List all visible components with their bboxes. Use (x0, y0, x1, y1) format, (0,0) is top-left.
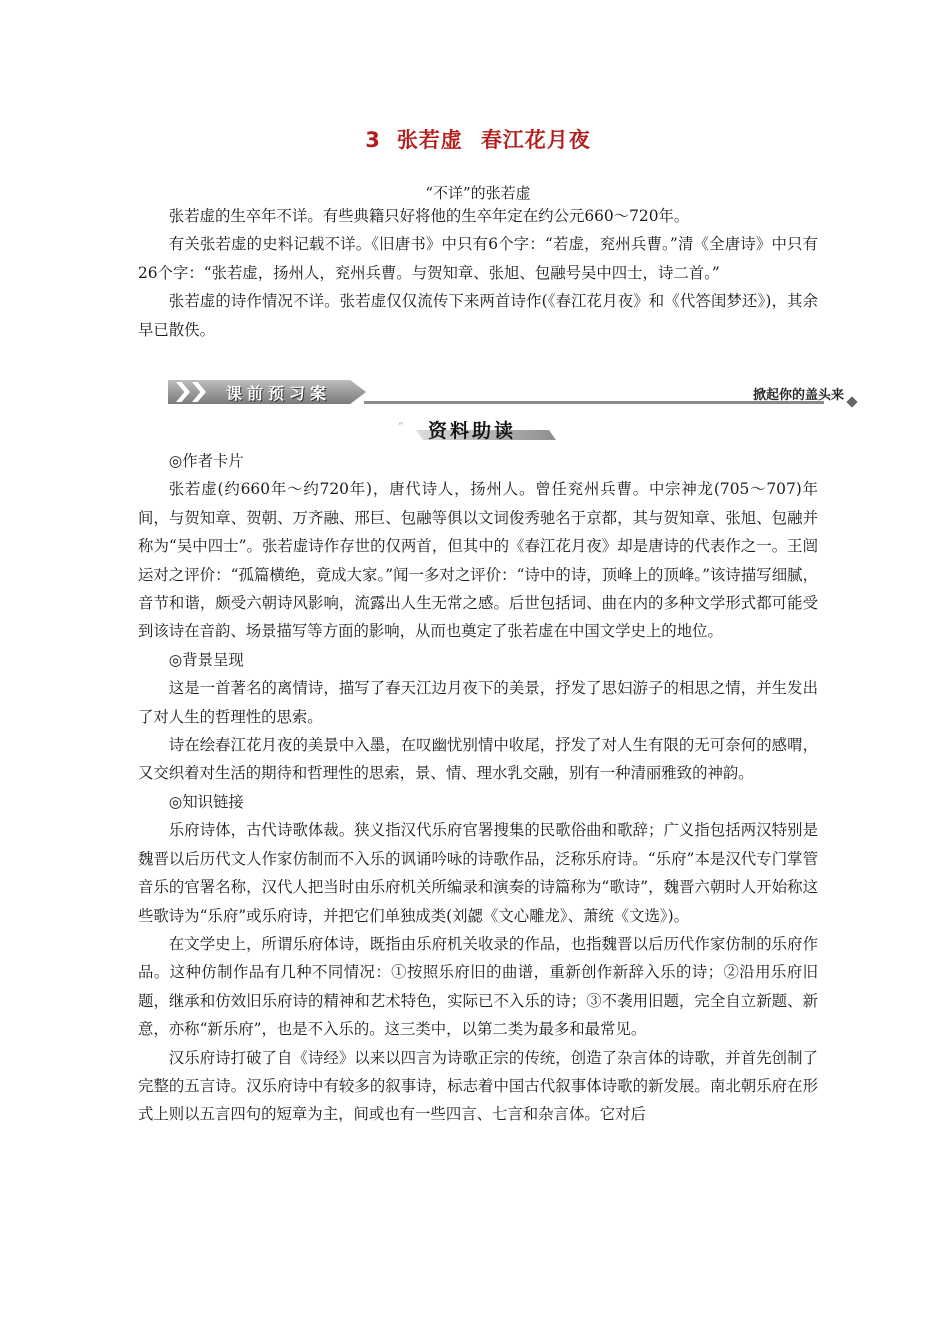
intro-subtitle: “不详”的张若虚 (425, 184, 531, 202)
intro-paragraph: 张若虚的诗作情况不详。张若虚仅仅流传下来两首诗作(《春江花月夜》和《代答闺梦还》)，其余早已散佚。 (138, 292, 818, 339)
lesson-title (138, 124, 818, 154)
section-heading-knowledge: ◎知识链接 (168, 792, 244, 811)
reading-header (398, 414, 558, 444)
lesson-number: 3 (365, 128, 381, 152)
quote-deco-icon: “ (398, 420, 404, 433)
section-heading-author-card: ◎作者卡片 (168, 452, 244, 470)
diamond-icon (846, 396, 857, 407)
intro-paragraph: 有关张若虚的史料记载不详。《旧唐书》中只有6个字：“若虚，兖州兵曹。”清《全唐诗》中只有26个字：“张若虚，扬州人，兖州兵曹。与贺知章、张旭、包融号吴中四士，诗二首。” (138, 235, 818, 282)
intro-paragraph: 张若虚的生卒年不详。有些典籍只好将他的生卒年定在约公元660～720年。 (168, 207, 690, 225)
background-paragraph: 诗在绘春江花月夜的美景中入墨，在叹幽忧别情中收尾，抒发了对人生有限的无可奈何的感喟，又交织着对生活的期待和哲理性的思索，景、情、理水乳交融，别有一种清丽雅致的神韵。 (138, 736, 818, 783)
lesson-poem: 春江花月夜 (480, 128, 591, 152)
banner-label: 课前预习案 (226, 384, 332, 403)
intro-block (138, 202, 818, 344)
reading-content (138, 447, 818, 1129)
reading-header-text: 资料助读 (428, 420, 517, 442)
background-paragraph: 这是一首著名的离情诗，描写了春天江边月夜下的美景，抒发了思妇游子的相思之情，并生发出了对人生的哲理性的思索。 (138, 679, 818, 726)
knowledge-paragraph: 汉乐府诗打破了自《诗经》以来以四言为诗歌正宗的传统，创造了杂言体的诗歌，并首先创制了完整的五言诗。汉乐府诗中有较多的叙事诗，标志着中国古代叙事体诗歌的新发展。南北朝乐府在形式上则以五言四句的短章为主，间或也有一些四言、七言和杂言体。它对后 (138, 1048, 818, 1124)
knowledge-paragraph: 在文学史上，所谓乐府体诗，既指由乐府机关收录的作品，也指魏晋以后历代作家仿制的乐府作品。这种仿制作品有几种不同情况：①按照乐府旧的曲谱，重新创作新辞入乐的诗；②沿用乐府旧题，继承和仿效旧乐府诗的精神和艺术特色，实际已不入乐的诗；③不袭用旧题，完全自立新题、新意，亦称“新乐府”，也是不入乐的。这三类中，以第二类为最多和最常见。 (138, 934, 818, 1039)
knowledge-paragraph: 乐府诗体，古代诗歌体裁。狭义指汉代乐府官署搜集的民歌俗曲和歌辞；广义指包括两汉特别是魏晋以后历代文人作家仿制而不入乐的讽诵吟咏的诗歌作品，泛称乐府诗。“乐府”本是汉代专门掌管音乐的官署名称，汉代人把当时由乐府机关所编录和演奏的诗篇称为“歌诗”，魏晋六朝时人开始称这些歌诗为“乐府”或乐府诗，并把它们单独成类(刘勰《文心雕龙》、萧统《文选》)。 (138, 821, 818, 925)
section-banner (168, 378, 858, 408)
author-card-paragraph: 张若虚(约660年～约720年)，唐代诗人，扬州人。曾任兖州兵曹。中宗神龙(705～707)年间，与贺知章、贺朝、万齐融、邢巨、包融等俱以文词俊秀驰名于京都，其与贺知章、张旭、包融并称为“吴中四士”。张若虚诗作存世的仅两首，但其中的《春江花月夜》却是唐诗的代表作之一。王闿运对之评价：“孤篇横绝，竟成大家。”闻一多对之评价：“诗中的诗，顶峰上的顶峰。”该诗描写细腻，音节和谐，颇受六朝诗风影响，流露出人生无常之感。后世包括词、曲在内的多种文学形式都可能受到该诗在音韵、场景描写等方面的影响，从而也奠定了张若虚在中国文学史上的地位。 (138, 480, 818, 641)
banner-right-text: 掀起你的盖头来 (752, 388, 844, 403)
lesson-author: 张若虚 (396, 128, 463, 152)
section-heading-background: ◎背景呈现 (168, 650, 244, 669)
